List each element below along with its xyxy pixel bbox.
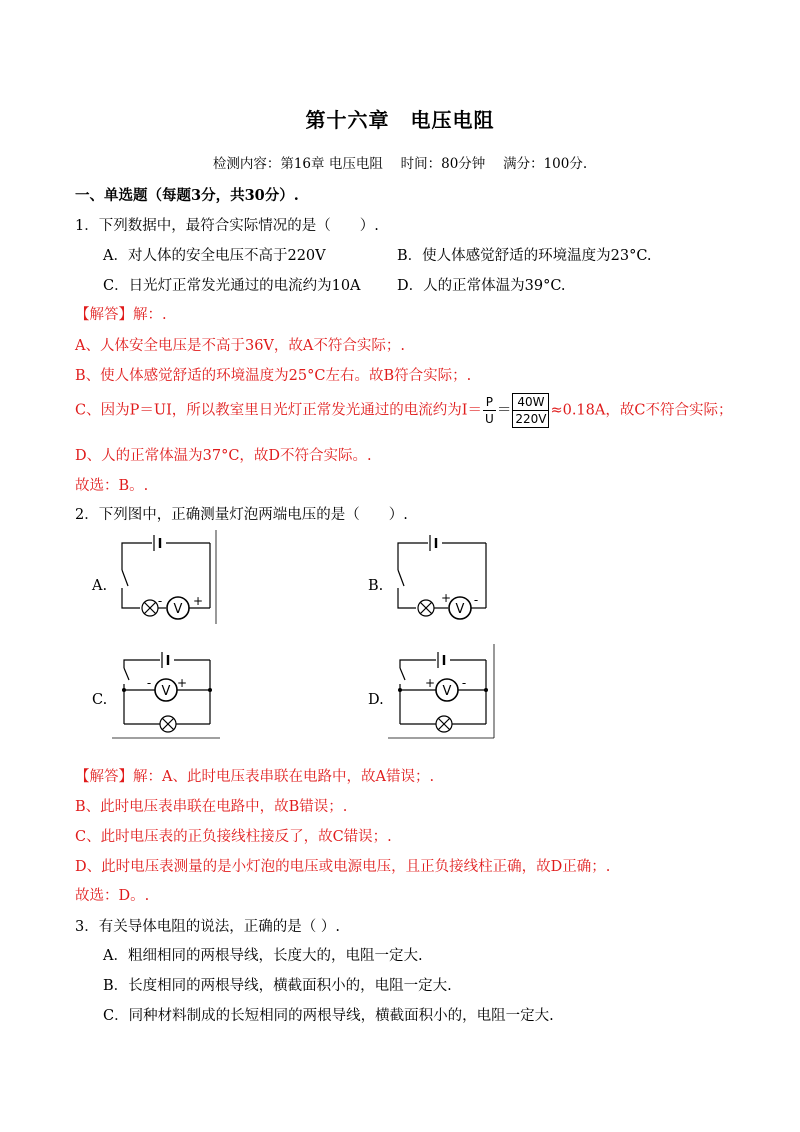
minus-terminal: - <box>146 676 152 690</box>
voltmeter-label: V <box>173 602 183 617</box>
voltmeter-label: V <box>455 602 465 617</box>
q2-stem: 2．下列图中，正确测量灯泡两端电压的是（ ）. <box>75 507 408 523</box>
q3-option-a: A．粗细相同的两根导线，长度大的，电阻一定大. <box>103 948 423 964</box>
q3-option-c: C．同种材料制成的长短相同的两根导线，横截面积小的，电阻一定大. <box>103 1008 554 1024</box>
q1-option-a: A．对人体的安全电压不高于220V <box>103 248 326 264</box>
voltmeter-label: V <box>442 684 452 699</box>
q1-option-d: D．人的正常体温为39°C. <box>397 278 566 294</box>
q1-answer-a: A、人体安全电压是不高于36V，故A不符合实际；. <box>75 338 405 354</box>
q2-label-b: B. <box>368 578 384 594</box>
plus-terminal: + <box>424 676 436 690</box>
formula <box>482 393 550 428</box>
circuit-diagram-c <box>112 642 222 742</box>
q1-stem: 1．下列数据中，最符合实际情况的是（ ）. <box>75 218 379 234</box>
q3-stem: 3．有关导体电阻的说法，正确的是（ ）. <box>75 919 340 935</box>
plus-terminal: + <box>192 594 204 608</box>
q1-answer-d: D、人的正常体温为37°C，故D不符合实际。. <box>75 448 372 464</box>
q1-answer-heading: 【解答】解：. <box>75 307 167 323</box>
q2-conclusion: 故选：D。. <box>75 888 150 904</box>
q3-option-b: B．长度相同的两根导线，横截面积小的，电阻一定大. <box>103 978 452 994</box>
q1-option-b: B．使人体感觉舒适的环境温度为23°C. <box>397 248 652 264</box>
q1-answer-c-result: ≈0.18A，故C不符合实际； <box>550 402 733 419</box>
q2-label-c: C. <box>92 692 108 708</box>
circuit-diagram-d <box>388 642 498 742</box>
fraction-power-over-voltage <box>512 393 549 428</box>
fraction-denominator: U <box>485 412 494 426</box>
fraction-p-over-u <box>483 394 496 427</box>
fraction-numerator: P <box>483 394 496 411</box>
q2-label-a: A. <box>92 578 108 594</box>
q2-answer-b: B、此时电压表串联在电路中，故B错误；. <box>75 799 348 815</box>
section-heading: 一、单选题（每题3分，共30分）. <box>75 187 299 204</box>
page-title: 第十六章 电压电阻 <box>305 108 495 132</box>
q2-answer-a: 【解答】解：A、此时电压表串联在电路中，故A错误；. <box>75 769 435 785</box>
exam-meta: 检测内容：第16章 电压电阻 时间：80分钟 满分：100分. <box>212 156 588 172</box>
plus-terminal: + <box>440 591 452 605</box>
plus-terminal: + <box>176 676 188 690</box>
minus-terminal: - <box>461 676 467 690</box>
fraction-numerator: 40W <box>513 394 548 411</box>
circuit-diagram-b <box>388 528 498 628</box>
equals-sign: ＝ <box>496 402 512 419</box>
voltmeter-label: V <box>161 684 171 699</box>
fraction-denominator: 220V <box>515 412 547 426</box>
q1-answer-b: B、使人体感觉舒适的环境温度为25°C左右。故B符合实际；. <box>75 368 472 384</box>
q1-option-c: C．日光灯正常发光通过的电流约为10A <box>103 278 361 294</box>
q2-label-d: D. <box>368 692 384 708</box>
minus-terminal: - <box>473 593 479 607</box>
q2-answer-d: D、此时电压表测量的是小灯泡的电压或电源电压，且正负接线柱正确，故D正确；. <box>75 859 611 875</box>
q1-answer-c-text: C、因为P＝UI，所以教室里日光灯正常发光通过的电流约为I＝ <box>75 402 483 419</box>
q1-conclusion: 故选：B。. <box>75 478 149 494</box>
q2-answer-c: C、此时电压表的正负接线柱接反了，故C错误；. <box>75 829 392 845</box>
minus-terminal: - <box>157 594 163 608</box>
circuit-diagram-a <box>112 528 222 628</box>
q1-answer-c <box>75 393 732 428</box>
